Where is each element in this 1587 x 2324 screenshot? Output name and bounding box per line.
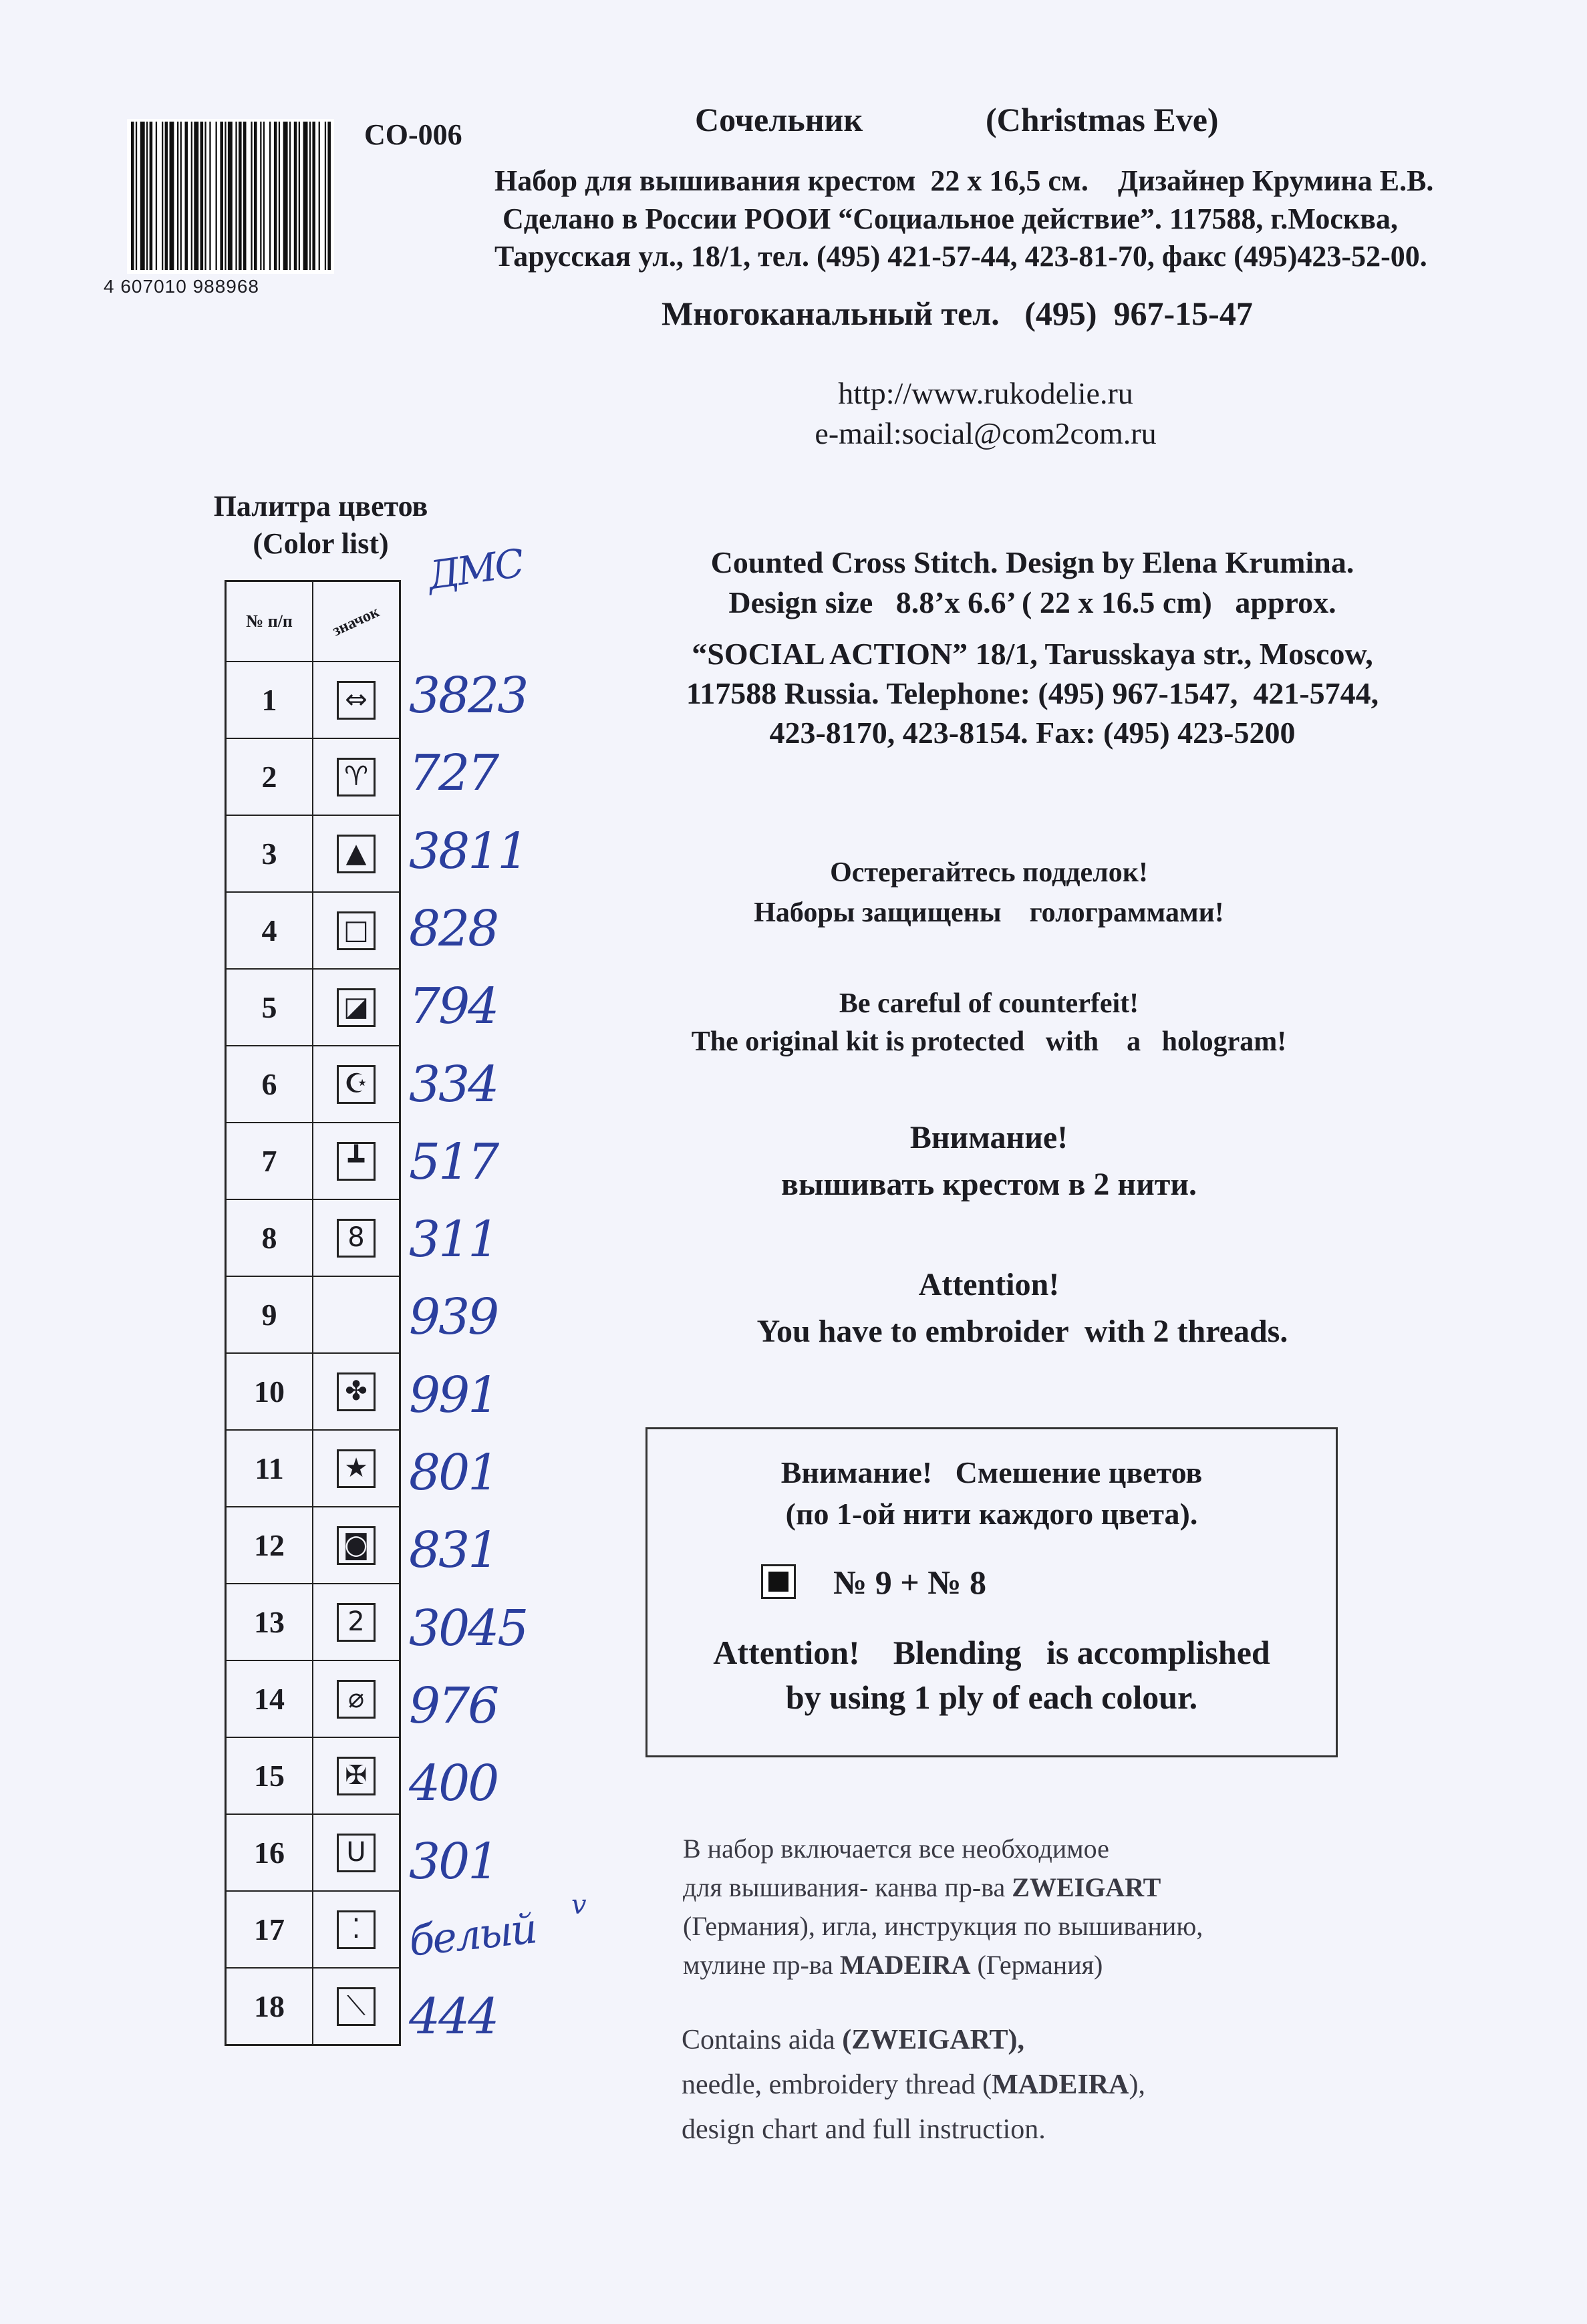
- contents-ru-line-4: [683, 1946, 1203, 1985]
- color-code: 400: [409, 1755, 498, 1813]
- color-code: 3811: [409, 822, 527, 880]
- contents-ru-2b: ZWEIGART: [1012, 1872, 1161, 1902]
- row-number: 12: [226, 1507, 313, 1584]
- title-ru: Сочельник: [695, 101, 863, 138]
- table-row: [226, 1046, 400, 1123]
- barcode-bar: [269, 122, 271, 270]
- row-number: 14: [226, 1660, 313, 1737]
- row-symbol-cell: [313, 1737, 400, 1814]
- stitch-symbol-icon: ⌀: [337, 1680, 376, 1719]
- english-info-line-3: “SOCIAL ACTION” 18/1, Tarusskaya str., Moscow,: [692, 637, 1373, 671]
- table-row: [226, 1660, 400, 1737]
- barcode-number: 4 607010 988968: [104, 276, 259, 297]
- row-number: 10: [226, 1353, 313, 1430]
- barcode-bar: [279, 122, 280, 270]
- table-row: [226, 662, 400, 738]
- filled-square-icon: [768, 1572, 788, 1592]
- row-number: 6: [226, 1046, 313, 1123]
- row-symbol-cell: [313, 815, 400, 892]
- table-row: [226, 1737, 400, 1814]
- blending-ru-2: (по 1-ой нити каждого цвета).: [785, 1497, 1198, 1531]
- color-code: 991: [409, 1366, 498, 1424]
- table-row: [226, 738, 400, 815]
- palette-title-ru: Палитра цветов: [213, 490, 428, 523]
- stitch-symbol-icon: ✠: [337, 1757, 376, 1795]
- empty-symbol: [337, 1294, 376, 1332]
- barcode-bar: [146, 122, 148, 270]
- table-row: [226, 815, 400, 892]
- barcode-bar: [156, 122, 157, 270]
- barcode-bar: [294, 122, 297, 270]
- color-code: 444: [409, 1988, 498, 2046]
- contents-en-1a: Contains aida: [682, 2025, 843, 2055]
- color-code: 3045: [409, 1599, 527, 1657]
- contents-ru-3a: (Германия), игла, инструкция по вышиванию,: [683, 1911, 1203, 1941]
- table-row: [226, 1891, 400, 1968]
- barcode-bar: [274, 122, 277, 270]
- header-line-2: Сделано в России РООИ “Социальное действие”. 117588, г.Москва,: [502, 202, 1399, 235]
- barcode-bar: [191, 122, 192, 270]
- barcode-bar: [283, 122, 288, 270]
- color-code: 3823: [409, 667, 527, 724]
- table-row: [226, 1199, 400, 1276]
- color-code: 801: [409, 1444, 498, 1501]
- row-number: 1: [226, 662, 313, 738]
- barcode-bar: [185, 122, 188, 270]
- dmc-note: ДМС: [424, 540, 525, 599]
- row-symbol-cell: [313, 1276, 400, 1353]
- blending-en-1: Attention! Blending is accomplished: [713, 1634, 1270, 1671]
- barcode-bar: [309, 122, 311, 270]
- row-symbol-cell: [313, 1507, 400, 1584]
- contents-en-line-3: [682, 2108, 1145, 2152]
- color-code: 939: [409, 1288, 498, 1346]
- column-header-symbol-label: значок: [329, 603, 382, 639]
- color-code: 976: [409, 1677, 498, 1735]
- row-symbol-cell: [313, 1891, 400, 1968]
- row-number: 7: [226, 1123, 313, 1199]
- contents-en-2a: needle, embroidery thread (: [682, 2069, 992, 2100]
- barcode-bar: [220, 122, 223, 270]
- barcode-bar: [180, 122, 182, 270]
- palette-title-en: (Color list): [253, 527, 389, 560]
- barcode-bar: [254, 122, 257, 270]
- row-number: 3: [226, 815, 313, 892]
- stitch-symbol-icon: ◪: [337, 988, 376, 1027]
- row-number: 18: [226, 1968, 313, 2045]
- row-number: 15: [226, 1737, 313, 1814]
- color-code: 828: [409, 899, 498, 958]
- row-symbol-cell: [313, 738, 400, 815]
- email-address[interactable]: e-mail:social@com2com.ru: [815, 416, 1157, 450]
- barcode-bar: [194, 122, 198, 270]
- barcode: [127, 119, 334, 274]
- barcode-bar: [312, 122, 315, 270]
- contents-ru-line-2: [683, 1868, 1203, 1907]
- contents-en-2b: MADEIRA: [992, 2069, 1129, 2100]
- barcode-bar: [225, 122, 226, 270]
- barcode-bar: [200, 122, 204, 270]
- blending-ru-1: Внимание! Смешение цветов: [780, 1455, 1203, 1489]
- barcode-bar: [216, 122, 217, 270]
- counterfeit-warning-en-2: The original kit is protected with a hologram!: [691, 1026, 1287, 1057]
- color-code: 517: [409, 1133, 498, 1191]
- blending-box: [645, 1427, 1338, 1757]
- color-code: 334: [409, 1055, 498, 1113]
- row-number: 16: [226, 1814, 313, 1891]
- row-symbol-cell: [313, 1353, 400, 1430]
- color-code: 311: [409, 1211, 498, 1269]
- contents-ru-4c: (Германия): [970, 1950, 1103, 1980]
- row-number: 9: [226, 1276, 313, 1353]
- attention-en-text: You have to embroider with 2 threads.: [756, 1314, 1288, 1349]
- column-header-symbol: [313, 581, 400, 662]
- row-symbol-cell: [313, 892, 400, 969]
- color-code: 794: [409, 978, 498, 1036]
- row-symbol-cell: [313, 1199, 400, 1276]
- contents-ru-2a: для вышивания- канва пр-ва: [683, 1872, 1012, 1902]
- row-symbol-cell: [313, 662, 400, 738]
- contents-en-3a: design chart and full instruction.: [682, 2114, 1046, 2145]
- contents-ru-line-3: [683, 1907, 1203, 1946]
- barcode-bar: [325, 122, 326, 270]
- contents-en-2c: ),: [1129, 2069, 1145, 2100]
- color-code: 727: [409, 744, 498, 803]
- english-info-line-5: 423-8170, 423-8154. Fax: (495) 423-5200: [769, 716, 1296, 750]
- table-row: [226, 1430, 400, 1507]
- barcode-bar: [260, 122, 261, 270]
- table-row: [226, 892, 400, 969]
- counterfeit-warning-ru-2: Наборы защищены голограммами!: [754, 897, 1224, 928]
- stitch-symbol-icon: ✤: [337, 1372, 376, 1411]
- row-symbol-cell: [313, 1968, 400, 2045]
- barcode-bar: [177, 122, 178, 270]
- attention-ru-title: Внимание!: [909, 1120, 1068, 1155]
- blend-symbol-box: [761, 1564, 796, 1599]
- table-row: [226, 1276, 400, 1353]
- row-symbol-cell: [313, 969, 400, 1046]
- table-row: [226, 1584, 400, 1660]
- barcode-bar: [228, 122, 233, 270]
- stitch-symbol-icon: 2: [337, 1603, 376, 1642]
- row-symbol-cell: [313, 1430, 400, 1507]
- row-symbol-cell: [313, 1660, 400, 1737]
- barcode-bar: [165, 122, 168, 270]
- barcode-bar: [209, 122, 210, 270]
- color-code: белый: [406, 1904, 538, 1966]
- barcode-bar: [204, 122, 206, 270]
- barcode-bar: [319, 122, 320, 270]
- attention-en-title: Attention!: [918, 1267, 1060, 1302]
- contents-en: [682, 2018, 1145, 2152]
- row-number: 8: [226, 1199, 313, 1276]
- blending-en-2: by using 1 ply of each colour.: [785, 1679, 1198, 1716]
- color-code: 831: [409, 1521, 498, 1580]
- barcode-bar: [162, 122, 163, 270]
- barcode-bar: [131, 122, 134, 270]
- column-header-number: № п/п: [226, 581, 313, 662]
- table-header-row: [226, 581, 400, 662]
- header-line-1: Набор для вышивания крестом 22 х 16,5 см. Дизайнер Крумина Е.В.: [494, 164, 1434, 197]
- stitch-symbol-icon: ⁚: [337, 1910, 376, 1949]
- multichannel-phone: Многоканальный тел. (495) 967-15-47: [662, 295, 1253, 332]
- table-row: [226, 1353, 400, 1430]
- stitch-symbol-icon: □: [337, 911, 376, 950]
- color-list-table: [225, 580, 401, 2046]
- barcode-bars: [127, 119, 334, 274]
- website-url[interactable]: http://www.rukodelie.ru: [838, 376, 1133, 410]
- stitch-symbol-icon: ♈: [337, 758, 376, 796]
- row-symbol-cell: [313, 1814, 400, 1891]
- english-info-line-1: Counted Cross Stitch. Design by Elena Krumina.: [710, 545, 1354, 579]
- stitch-symbol-icon: ◙: [337, 1526, 376, 1565]
- row-number: 2: [226, 738, 313, 815]
- barcode-bar: [136, 122, 137, 270]
- barcode-bar: [251, 122, 252, 270]
- table-row: [226, 1123, 400, 1199]
- stitch-symbol-icon: 8: [337, 1219, 376, 1258]
- blending-formula: № 9 + № 8: [833, 1564, 986, 1601]
- stitch-symbol-icon: U: [337, 1834, 376, 1872]
- barcode-bar: [299, 122, 300, 270]
- barcode-bar: [239, 122, 242, 270]
- row-number: 4: [226, 892, 313, 969]
- stitch-symbol-icon: ▲: [337, 835, 376, 873]
- stitch-symbol-icon: ★: [337, 1449, 376, 1488]
- stitch-symbol-icon: ┻: [337, 1142, 376, 1181]
- barcode-bar: [140, 122, 145, 270]
- contents-en-1b: (ZWEIGART),: [842, 2025, 1025, 2055]
- row-number: 11: [226, 1430, 313, 1507]
- contents-ru-4b: MADEIRA: [839, 1950, 971, 1980]
- product-code: CO-006: [364, 118, 462, 151]
- table-row: [226, 969, 400, 1046]
- barcode-bar: [170, 122, 174, 270]
- barcode-bar: [327, 122, 331, 270]
- contents-ru-4a: мулине пр-ва: [683, 1950, 840, 1980]
- row-number: 5: [226, 969, 313, 1046]
- contents-en-line-1: [682, 2018, 1145, 2063]
- title-en: (Christmas Eve): [986, 101, 1219, 138]
- stitch-symbol-icon: ⟍: [337, 1987, 376, 2026]
- barcode-bar: [289, 122, 291, 270]
- row-number: 17: [226, 1891, 313, 1968]
- barcode-bar: [235, 122, 237, 270]
- stitch-symbol-icon: ⇔: [337, 681, 376, 720]
- row-symbol-cell: [313, 1123, 400, 1199]
- barcode-bar: [303, 122, 308, 270]
- counterfeit-warning-ru-1: Остерегайтесь подделок!: [830, 857, 1148, 888]
- barcode-bar: [243, 122, 247, 270]
- row-symbol-cell: [313, 1584, 400, 1660]
- attention-ru-text: вышивать крестом в 2 нити.: [781, 1167, 1197, 1202]
- row17-check-mark: v: [571, 1890, 585, 1920]
- contents-en-line-2: [682, 2063, 1145, 2108]
- contents-ru: [683, 1830, 1203, 1985]
- contents-ru-line-1: [683, 1830, 1203, 1868]
- table-row: [226, 1507, 400, 1584]
- english-info-line-2: Design size 8.8’x 6.6’ ( 22 x 16.5 cm) approx.: [728, 585, 1336, 619]
- counterfeit-warning-en-1: Be careful of counterfeit!: [839, 988, 1139, 1019]
- row-number: 13: [226, 1584, 313, 1660]
- color-code: 301: [409, 1832, 498, 1890]
- contents-ru-1a: В набор включается все необходимое: [683, 1834, 1109, 1864]
- english-info-line-4: 117588 Russia. Telephone: (495) 967-1547, 421-5744,: [686, 676, 1379, 710]
- barcode-bar: [263, 122, 265, 270]
- header-line-3: Тарусская ул., 18/1, тел. (495) 421-57-44, 423-81-70, факс (495)423-52-00.: [494, 240, 1427, 273]
- table-row: [226, 1968, 400, 2045]
- row-symbol-cell: [313, 1046, 400, 1123]
- table-row: [226, 1814, 400, 1891]
- stitch-symbol-icon: ☪: [337, 1065, 376, 1104]
- barcode-bar: [150, 122, 153, 270]
